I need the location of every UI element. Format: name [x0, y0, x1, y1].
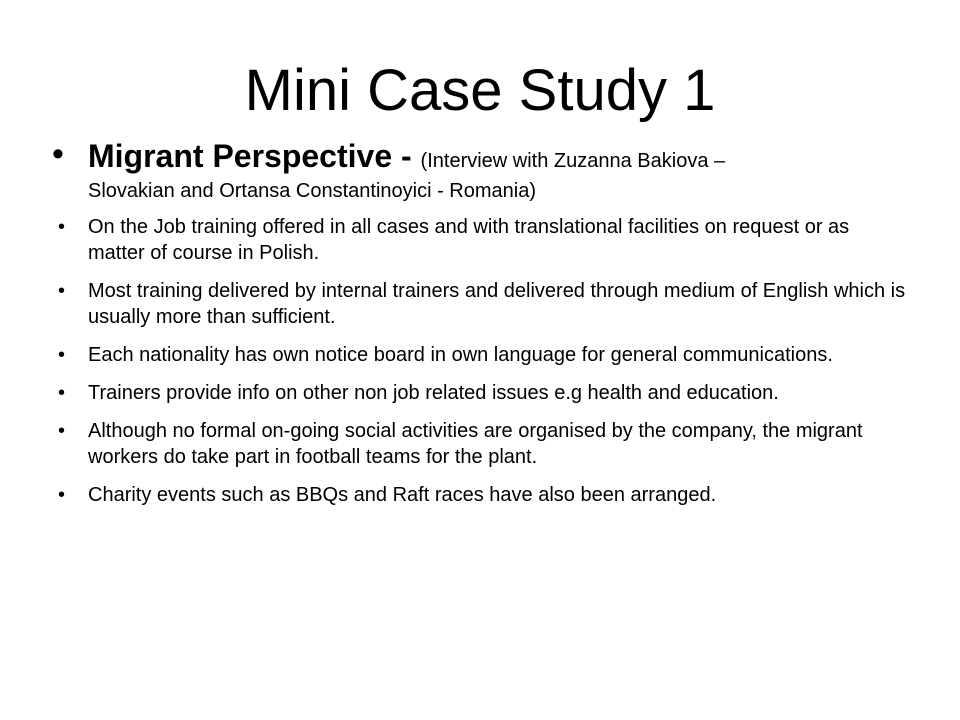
lead-bullet: [48, 134, 910, 204]
slide-title: Mini Case Study 1: [244, 58, 716, 123]
bullet-text: On the Job training offered in all cases and with translational facilities on request or as matter of course in Polish.: [88, 216, 850, 264]
bullet-dot: •: [58, 280, 66, 302]
lead-detail-second: Slovakian and Ortansa Constantinoyici - Romania): [88, 180, 536, 202]
lead-heading: Migrant Perspective -: [88, 138, 421, 174]
list-item: [48, 214, 910, 266]
bullet-text: Trainers provide info on other non job related issues e.g health and education.: [88, 382, 779, 404]
list-item: [48, 418, 910, 470]
list-item: [48, 380, 910, 406]
list-item: [48, 342, 910, 368]
bullet-dot: •: [58, 216, 66, 238]
list-item: [48, 278, 910, 330]
bullet-dot: •: [58, 344, 66, 366]
bullet-text: Charity events such as BBQs and Raft races have also been arranged.: [88, 484, 717, 506]
bullet-list: [48, 134, 910, 520]
bullet-text: Although no formal on-going social activities are organised by the company, the migrant workers do take part in football teams for the plant.: [88, 420, 863, 468]
list-item: [48, 482, 910, 508]
bullet-text: Each nationality has own notice board in own language for general communications.: [88, 344, 833, 366]
bullet-text: Most training delivered by internal trainers and delivered through medium of English which is usually more than sufficient.: [88, 280, 906, 328]
bullet-dot: •: [58, 484, 66, 506]
bullet-dot: •: [58, 382, 66, 404]
bullet-dot: •: [52, 135, 64, 173]
lead-detail-first: (Interview with Zuzanna Bakiova –: [420, 150, 726, 172]
bullet-dot: •: [58, 420, 66, 442]
